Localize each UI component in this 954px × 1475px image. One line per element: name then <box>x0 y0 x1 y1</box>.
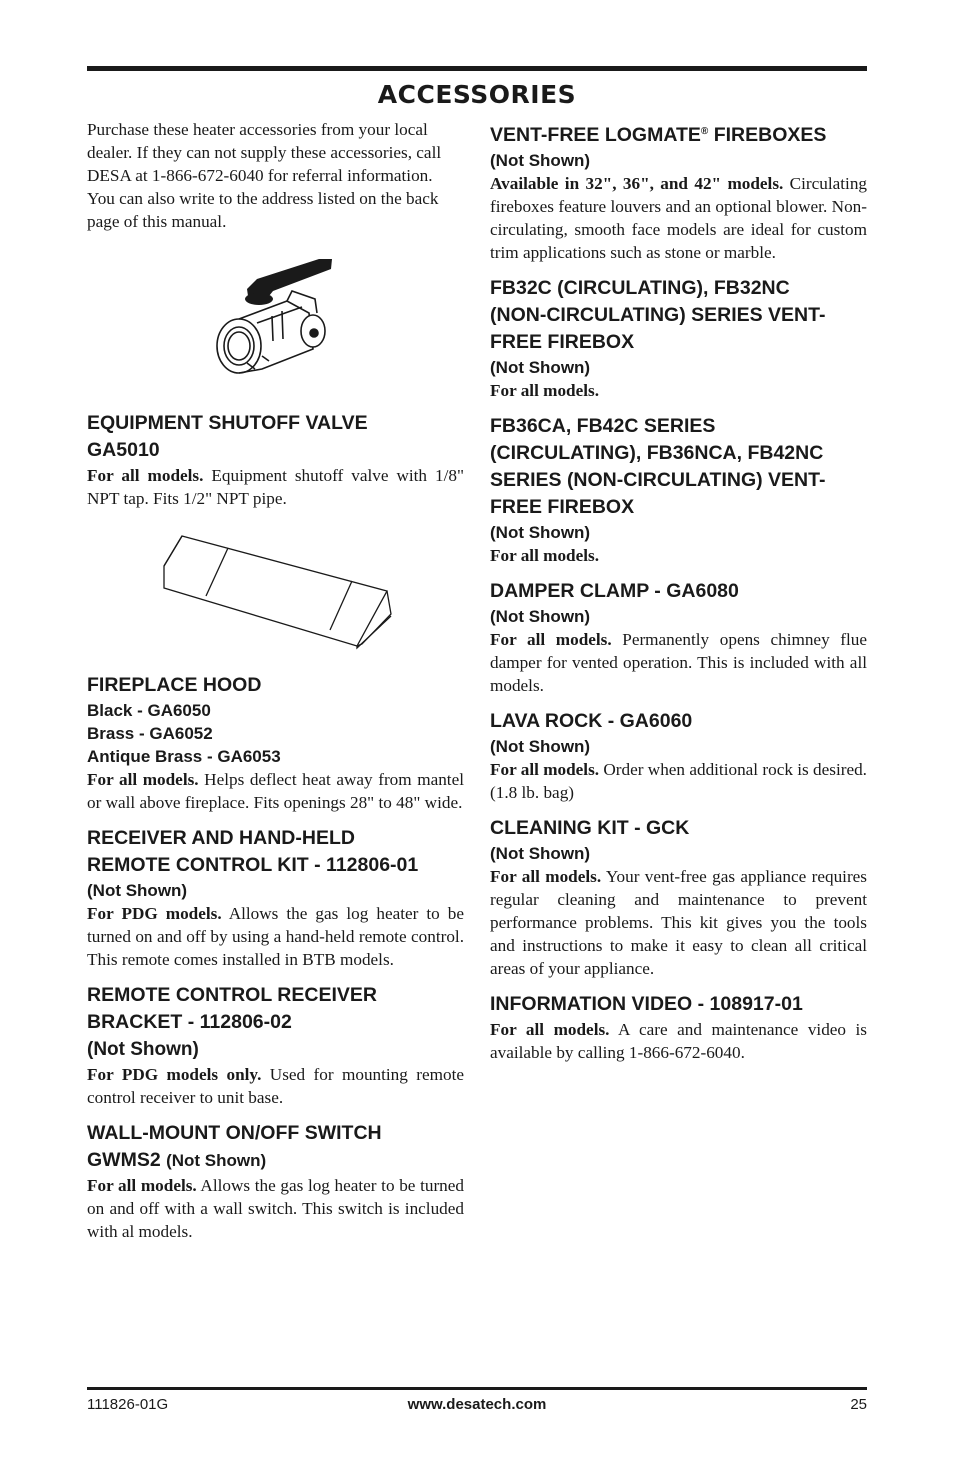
section-fb32-firebox <box>490 275 867 402</box>
hood-variant-antique-brass: Antique Brass - GA6053 <box>87 747 281 766</box>
page-number: 25 <box>850 1396 867 1413</box>
section-text: For PDG models. Allows the gas log heater to be turned on and off by using a hand-held remote control. This remote comes installed in BTB models. <box>87 904 464 969</box>
not-shown-note: (Not Shown) <box>490 151 591 170</box>
section-title: DAMPER CLAMP - GA6080 <box>490 580 739 602</box>
section-text: For all models. <box>490 546 600 565</box>
section-wall-switch <box>87 1120 464 1243</box>
section-receiver-bracket <box>87 982 464 1109</box>
section-text: For all models. Equipment shutoff valve with 1/8" NPT tap. Fits 1/2" NPT pipe. <box>87 466 464 508</box>
not-shown-note: (Not Shown) <box>490 523 591 542</box>
not-shown-note: (Not Shown) <box>166 1151 267 1170</box>
not-shown-note: (Not Shown) <box>490 844 591 863</box>
section-title: EQUIPMENT SHUTOFF VALVE GA5010 <box>87 412 368 461</box>
registered-mark: ® <box>700 126 709 137</box>
section-title: LAVA ROCK - GA6060 <box>490 710 693 732</box>
page-title: ACCESSORIES <box>377 80 577 109</box>
not-shown-note: (Not Shown) <box>490 737 591 756</box>
section-text: For all models. A care and maintenance video is available by calling 1-866-672-6040. <box>490 1020 867 1062</box>
section-text: For all models. <box>490 381 600 400</box>
section-text: Available in 32", 36", and 42" models. Circulating fireboxes feature louvers and an optional blower. Non-circulating, smooth face models are ideal for custom trim applications such as stone or marble. <box>490 174 868 262</box>
section-fireplace-hood <box>87 672 464 814</box>
section-shutoff-valve <box>87 410 464 510</box>
right-column <box>490 118 867 1075</box>
fireplace-hood-illustration <box>87 526 464 656</box>
section-logmate-fireboxes <box>490 118 867 264</box>
hood-variant-brass: Brass - GA6052 <box>87 724 213 743</box>
section-lava-rock <box>490 708 867 804</box>
shutoff-valve-illustration <box>87 251 464 386</box>
not-shown-note: (Not Shown) <box>490 607 591 626</box>
section-text: For all models. Allows the gas log heater to be turned on and off with a wall switch. This switch is included with al models. <box>87 1176 464 1241</box>
top-rule <box>87 66 867 71</box>
doc-number: 111826-01G <box>87 1396 169 1413</box>
section-title: INFORMATION VIDEO - 108917-01 <box>490 993 803 1015</box>
intro-paragraph: Purchase these heater accessories from your local dealer. If they can not supply these accessories, call DESA at 1-866-672-6040 for referral information. You can also write to the address listed on the back page of this manual. <box>87 120 442 231</box>
section-title: FB36CA, FB42C SERIES (CIRCULATING), FB36NCA, FB42NC SERIES (NON-CIRCULATING) VENT- FREE FIREBOX <box>490 415 826 518</box>
section-title: REMOTE CONTROL RECEIVER BRACKET - 112806-02 <box>87 984 377 1033</box>
section-cleaning-kit <box>490 815 867 980</box>
section-text: For all models. Your vent-free gas appliance requires regular cleaning and maintenance to prevent performance problems. This kit gives you the tools and instructions to make it easy to clean all critical areas of your appliance. <box>490 867 867 978</box>
section-damper-clamp <box>490 578 867 697</box>
section-title: RECEIVER AND HAND-HELD REMOTE CONTROL KIT - 112806-01 <box>87 827 419 876</box>
not-shown-note: (Not Shown) <box>87 881 188 900</box>
bottom-rule <box>87 1387 867 1390</box>
section-text: For PDG models only. Used for mounting remote control receiver to unit base. <box>87 1065 464 1107</box>
hood-variant-black: Black - GA6050 <box>87 701 211 720</box>
section-text: For all models. Permanently opens chimney flue damper for vented operation. This is included with all models. <box>490 630 867 695</box>
section-title: FIREPLACE HOOD <box>87 674 262 696</box>
section-text: For all models. Helps deflect heat away from mantel or wall above fireplace. Fits openings 28" to 48" wide. <box>87 770 464 812</box>
website-link[interactable]: www.desatech.com <box>407 1396 547 1413</box>
not-shown-note: (Not Shown) <box>87 1039 199 1060</box>
section-information-video <box>490 991 867 1064</box>
section-title: CLEANING KIT - GCK <box>490 817 690 839</box>
section-remote-kit <box>87 825 464 971</box>
not-shown-note: (Not Shown) <box>490 358 591 377</box>
section-title: WALL-MOUNT ON/OFF SWITCH GWMS2 (Not Shown) <box>87 1122 382 1171</box>
section-title: VENT-FREE LOGMATE® FIREBOXES <box>490 124 827 146</box>
section-fb36-firebox <box>490 413 867 567</box>
left-column <box>87 118 464 1254</box>
section-text: For all models. Order when additional rock is desired. (1.8 lb. bag) <box>490 760 867 802</box>
section-title: FB32C (CIRCULATING), FB32NC (NON-CIRCULATING) SERIES VENT- FREE FIREBOX <box>490 277 826 353</box>
